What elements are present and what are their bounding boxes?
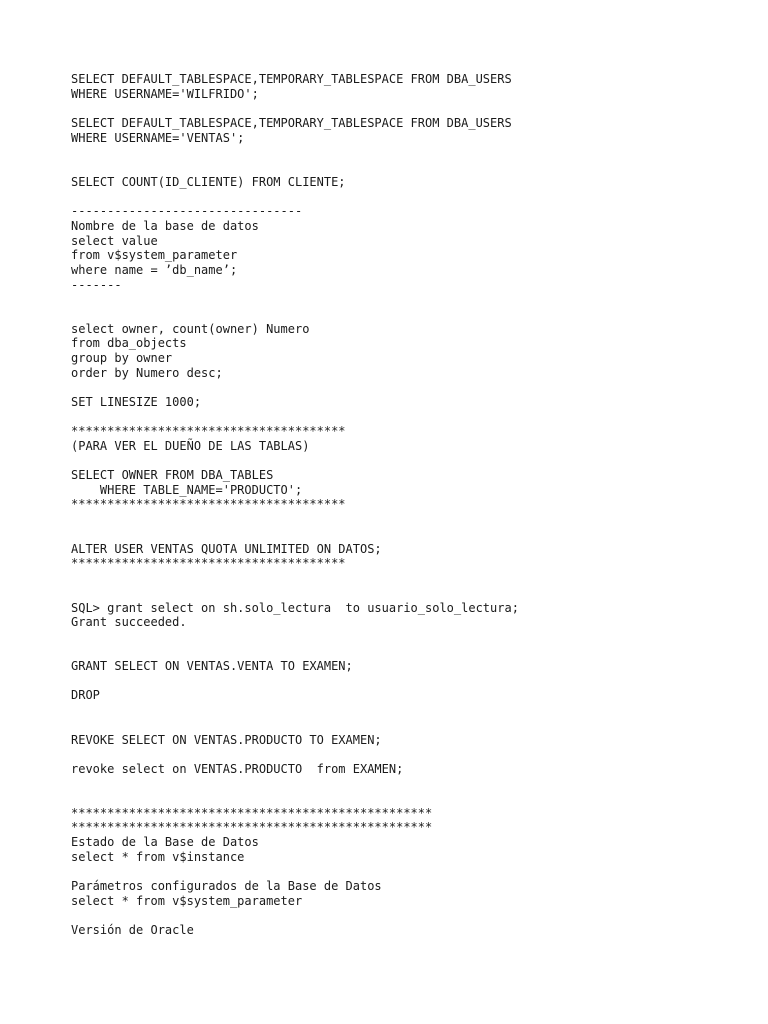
sql-line: WHERE USERNAME='VENTAS'; (71, 131, 245, 145)
sql-line: WHERE TABLE_NAME='PRODUCTO'; (71, 483, 303, 497)
sql-line: DROP (71, 688, 100, 702)
separator-line: ************************************************** (71, 820, 433, 834)
sql-line: SELECT OWNER FROM DBA_TABLES (71, 468, 274, 482)
separator-line: ************************************** (71, 497, 346, 511)
sql-line: GRANT SELECT ON VENTAS.VENTA TO EXAMEN; (71, 659, 353, 673)
sql-line: SET LINESIZE 1000; (71, 395, 202, 409)
sql-line: SQL> grant select on sh.solo_lectura to usuario_solo_lectura; (71, 601, 519, 615)
sql-line: where name = ’db_name’; (71, 263, 238, 277)
sql-line: from v$system_parameter (71, 248, 238, 262)
sql-line: from dba_objects (71, 336, 187, 350)
comment-line: (PARA VER EL DUEÑO DE LAS TABLAS) (71, 439, 310, 453)
comment-line: Parámetros configurados de la Base de Datos (71, 879, 382, 893)
comment-line: Estado de la Base de Datos (71, 835, 259, 849)
separator-line: ************************************** (71, 424, 346, 438)
sql-line: select owner, count(owner) Numero (71, 322, 310, 336)
sql-line: revoke select on VENTAS.PRODUCTO from EXAMEN; (71, 762, 404, 776)
separator-line: -------------------------------- (71, 204, 303, 218)
sql-line: SELECT DEFAULT_TABLESPACE,TEMPORARY_TABLESPACE FROM DBA_USERS (71, 72, 512, 86)
separator-line: ------- (71, 278, 122, 292)
sql-line: order by Numero desc; (71, 366, 223, 380)
sql-line: WHERE USERNAME='WILFRIDO'; (71, 87, 259, 101)
comment-line: Versión de Oracle (71, 923, 194, 937)
sql-line: ALTER USER VENTAS QUOTA UNLIMITED ON DATOS; (71, 542, 382, 556)
sql-line: select value (71, 234, 158, 248)
output-line: Grant succeeded. (71, 615, 187, 629)
separator-line: ************************************************** (71, 806, 433, 820)
sql-line: select * from v$system_parameter (71, 894, 303, 908)
separator-line: ************************************** (71, 556, 346, 570)
sql-line: REVOKE SELECT ON VENTAS.PRODUCTO TO EXAMEN; (71, 733, 382, 747)
sql-line: select * from v$instance (71, 850, 245, 864)
sql-line: SELECT COUNT(ID_CLIENTE) FROM CLIENTE; (71, 175, 346, 189)
sql-line: SELECT DEFAULT_TABLESPACE,TEMPORARY_TABLESPACE FROM DBA_USERS (71, 116, 512, 130)
comment-line: Nombre de la base de datos (71, 219, 259, 233)
sql-line: group by owner (71, 351, 173, 365)
